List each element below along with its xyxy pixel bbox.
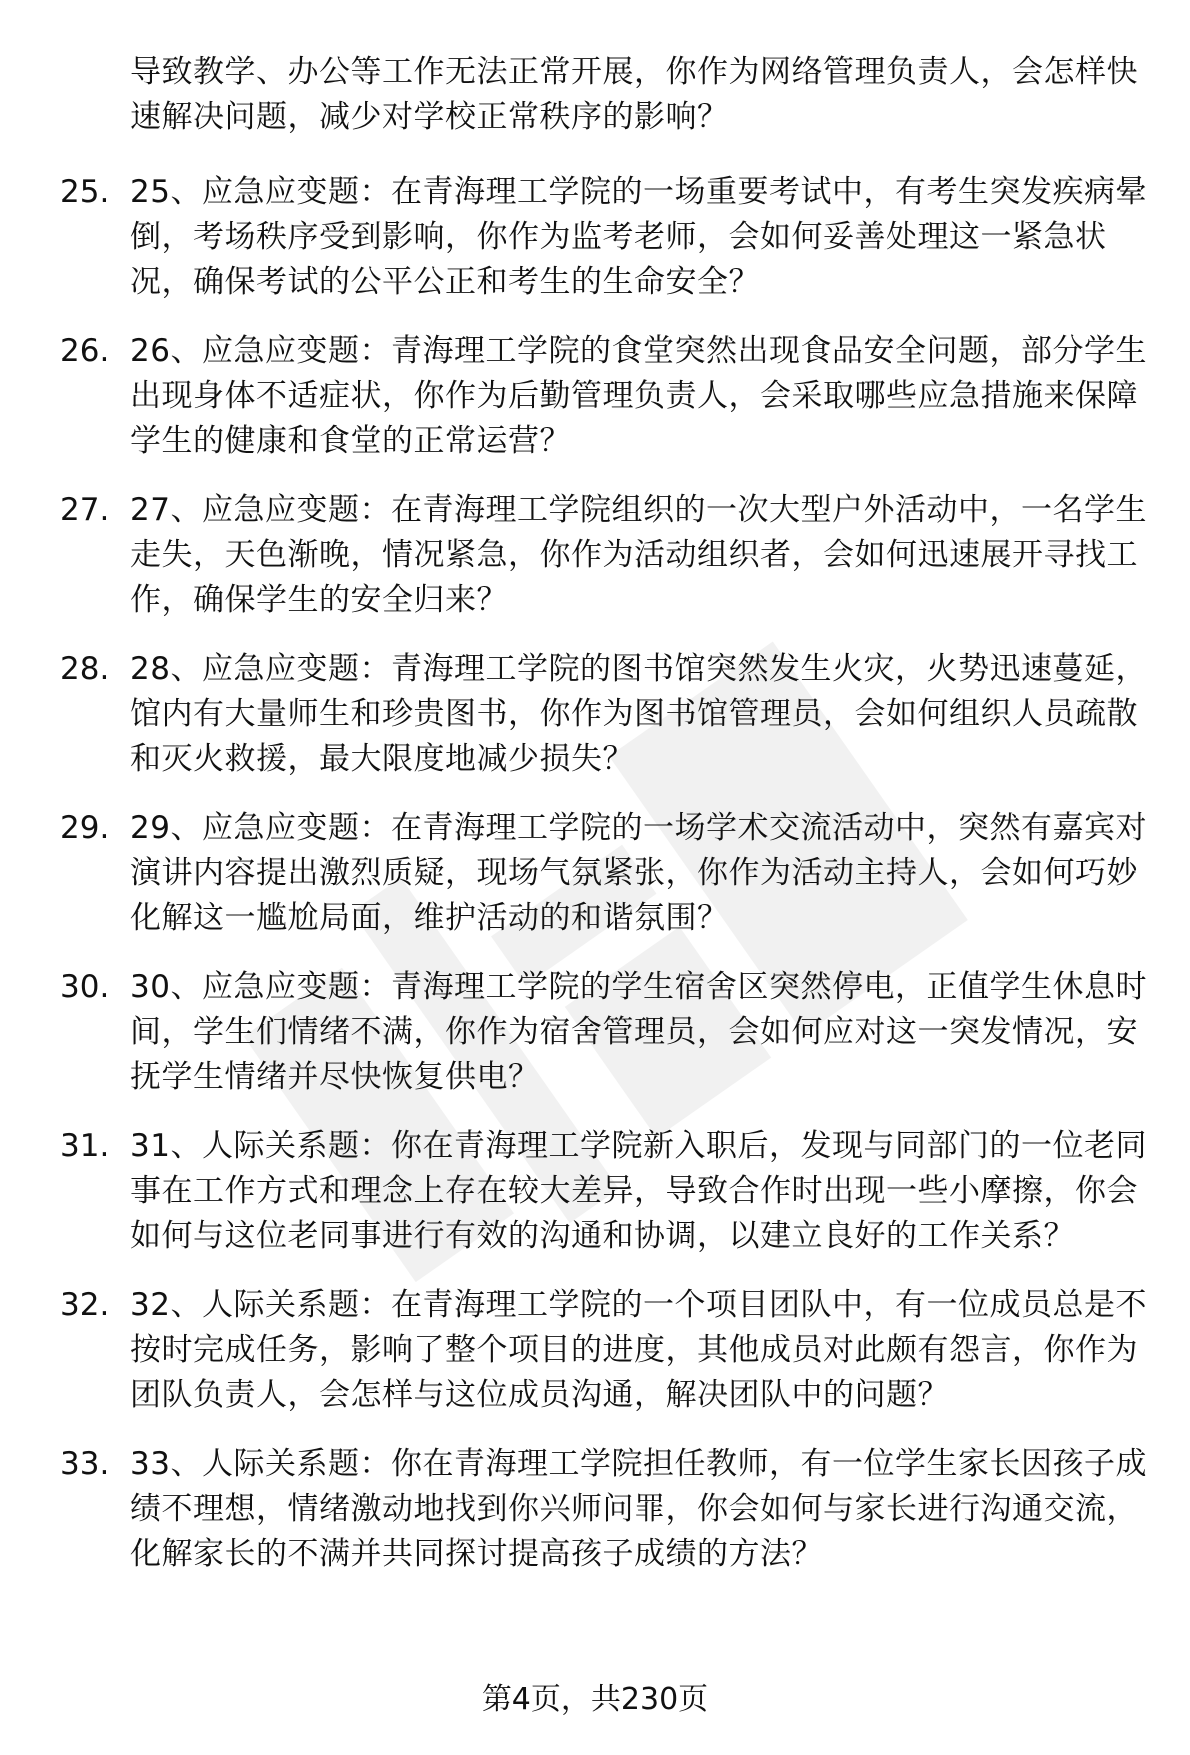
continuation-text: 导致教学、办公等工作无法正常开展，你作为网络管理负责人，会怎样快速解决问题，减少对学校正常秩序的影响？: [130, 54, 1138, 135]
continuation-item: [60, 50, 1150, 140]
list-item: [60, 806, 1150, 941]
question-text: 29、应急应变题：在青海理工学院的一场学术交流活动中，突然有嘉宾对演讲内容提出激烈质疑，现场气氛紧张，你作为活动主持人，会如何巧妙化解这一尴尬局面，维护活动的和谐氛围？: [130, 810, 1147, 936]
question-text: 25、应急应变题：在青海理工学院的一场重要考试中，有考生突发疾病晕倒，考场秩序受到影响，你作为监考老师，会如何妥善处理这一紧急状况，确保考试的公平公正和考生的生命安全？: [130, 174, 1147, 300]
question-text: 31、人际关系题：你在青海理工学院新入职后，发现与同部门的一位老同事在工作方式和理念上存在较大差异，导致合作时出现一些小摩擦，你会如何与这位老同事进行有效的沟通和协调，以建立良好的工作关系？: [130, 1128, 1147, 1254]
list-item: [60, 1283, 1150, 1418]
list-item: [60, 1442, 1150, 1577]
question-list: [60, 50, 1150, 1601]
question-text: 27、应急应变题：在青海理工学院组织的一次大型户外活动中，一名学生走失，天色渐晚，情况紧急，你作为活动组织者，会如何迅速展开寻找工作，确保学生的安全归来？: [130, 492, 1147, 618]
question-text: 32、人际关系题：在青海理工学院的一个项目团队中，有一位成员总是不按时完成任务，影响了整个项目的进度，其他成员对此颇有怨言，你作为团队负责人，会怎样与这位成员沟通，解决团队中的问题？: [130, 1287, 1147, 1413]
list-item: [60, 1124, 1150, 1259]
question-text: 28、应急应变题：青海理工学院的图书馆突然发生火灾，火势迅速蔓延，馆内有大量师生和珍贵图书，你作为图书馆管理员，会如何组织人员疏散和灭火救援，最大限度地减少损失？: [130, 651, 1147, 777]
question-text: 26、应急应变题：青海理工学院的食堂突然出现食品安全问题，部分学生出现身体不适症状，你作为后勤管理负责人，会采取哪些应急措施来保障学生的健康和食堂的正常运营？: [130, 333, 1147, 459]
question-number: 33.: [60, 1446, 110, 1482]
question-number: 26.: [60, 333, 110, 369]
list-item: [60, 329, 1150, 464]
list-item: [60, 647, 1150, 782]
list-item: [60, 965, 1150, 1100]
question-number: 29.: [60, 810, 110, 846]
question-number: 25.: [60, 174, 110, 210]
page-footer: 第4页，共230页: [481, 1682, 709, 1717]
question-number: 27.: [60, 492, 110, 528]
question-number: 31.: [60, 1128, 110, 1164]
question-number: 28.: [60, 651, 110, 687]
question-text: 33、人际关系题：你在青海理工学院担任教师，有一位学生家长因孩子成绩不理想，情绪激动地找到你兴师问罪，你会如何与家长进行沟通交流，化解家长的不满并共同探讨提高孩子成绩的方法？: [130, 1446, 1147, 1572]
list-item: [60, 488, 1150, 623]
question-text: 30、应急应变题：青海理工学院的学生宿舍区突然停电，正值学生休息时间，学生们情绪不满，你作为宿舍管理员，会如何应对这一突发情况，安抚学生情绪并尽快恢复供电？: [130, 969, 1147, 1095]
question-number: 30.: [60, 969, 110, 1005]
question-number: 32.: [60, 1287, 110, 1323]
list-item: [60, 170, 1150, 305]
